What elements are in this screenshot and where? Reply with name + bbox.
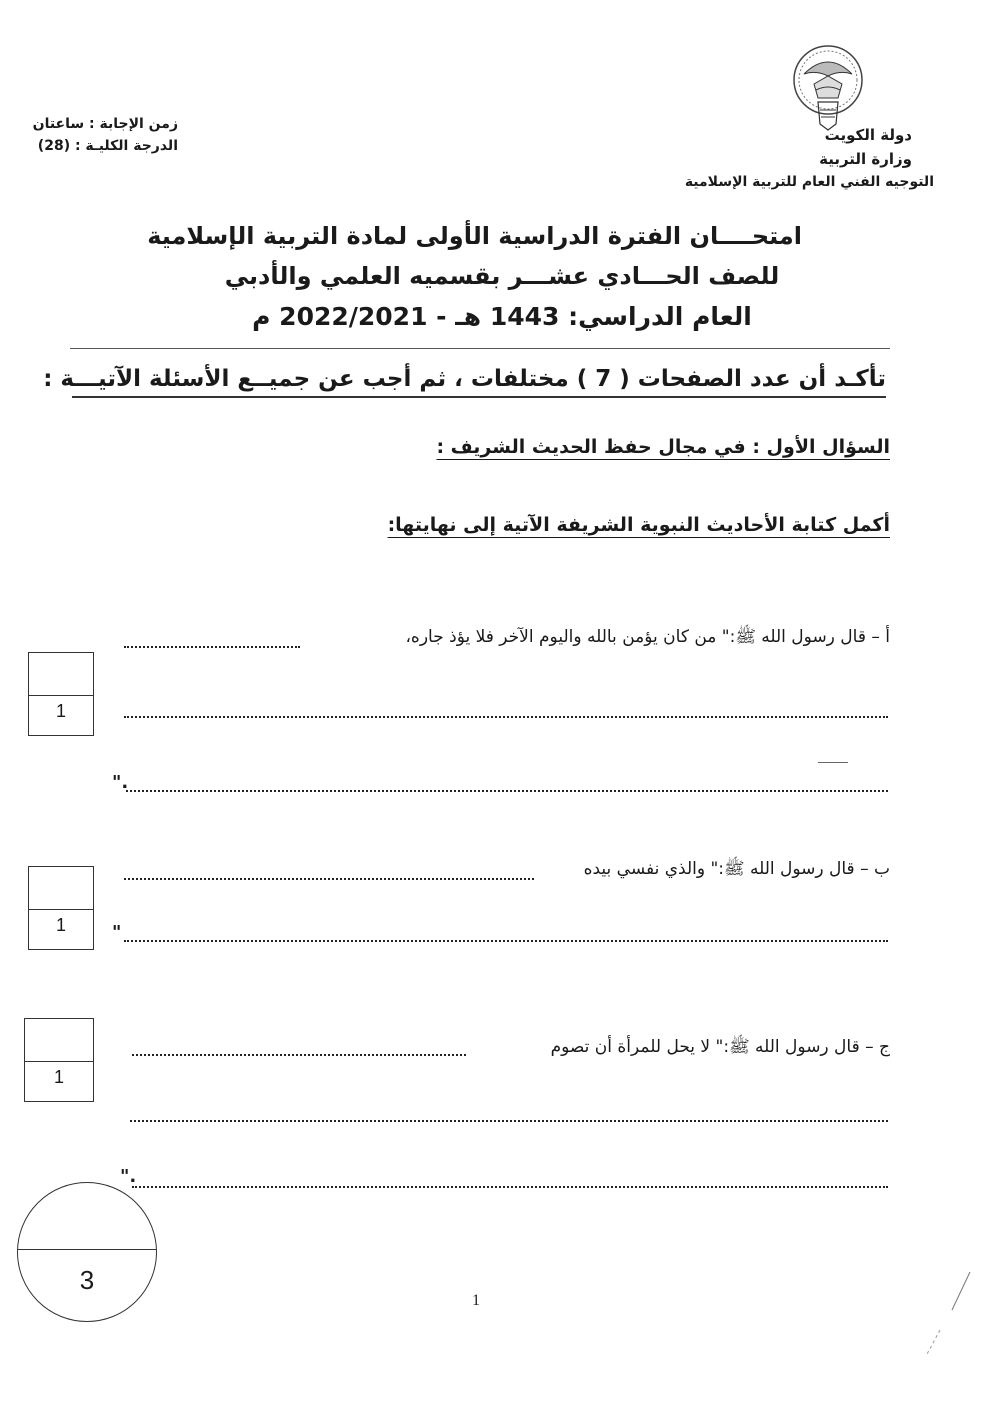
question-heading: السؤال الأول : في مجال حفظ الحديث الشريف : <box>436 436 890 458</box>
page-number: 1 <box>472 1292 480 1309</box>
question-b-answer-line-1[interactable] <box>124 878 534 880</box>
exam-title-line2: للصف الحـــادي عشـــر بقسميه العلمي والأدبي <box>224 262 780 290</box>
question-c-closing-quote: ". <box>120 1166 137 1187</box>
org-department: التوجيه الفني العام للتربية الإسلامية <box>684 174 934 190</box>
org-ministry: وزارة التربية <box>819 150 912 168</box>
org-country: دولة الكويت <box>824 126 912 144</box>
kuwait-emblem-icon <box>790 40 866 132</box>
total-score-circle <box>17 1182 157 1322</box>
total-score: 3 <box>79 1265 95 1295</box>
question-c-score: 1 <box>53 1067 64 1087</box>
question-c-score-box <box>24 1018 94 1102</box>
separator-line <box>70 348 890 349</box>
question-c-answer-line-1[interactable] <box>132 1054 466 1056</box>
question-b-text: ب – قال رسول الله ﷺ:" والذي نفسي بيده <box>583 859 890 879</box>
question-a-closing-quote: ". <box>112 772 129 793</box>
total-grade: الدرجة الكليـة : (28) <box>37 138 178 154</box>
question-c-text: ج – قال رسول الله ﷺ:" لا يحل للمرأة أن تصوم <box>550 1037 890 1057</box>
question-c-answer-line-3[interactable] <box>132 1186 888 1188</box>
question-b-score-box <box>28 866 94 950</box>
exam-title-line3: العام الدراسي: 1443 هـ - 2022/2021 م <box>252 302 752 331</box>
question-c-answer-line-2[interactable] <box>130 1120 888 1122</box>
question-b-score: 1 <box>55 915 66 935</box>
question-a-answer-line-1[interactable] <box>124 646 300 648</box>
answer-time: زمن الإجابة : ساعتان <box>32 116 178 132</box>
question-a-answer-line-2[interactable] <box>124 716 888 718</box>
instruction: تأكـد أن عدد الصفحات ( 7 ) مختلفات ، ثم أجب عن جميــع الأسئلة الآتيـــة : <box>72 366 886 398</box>
question-a-text: أ – قال رسول الله ﷺ:" من كان يؤمن بالله واليوم الآخر فلا يؤذ جاره، <box>405 627 890 647</box>
exam-title-line1: امتحــــان الفترة الدراسية الأولى لمادة التربية الإسلامية <box>147 222 802 250</box>
scan-mark-icon <box>900 1270 980 1360</box>
question-b-closing-quote: " <box>112 922 122 943</box>
stray-mark <box>818 762 848 763</box>
question-subheading: أكمل كتابة الأحاديث النبوية الشريفة الآتية إلى نهايتها: <box>387 514 890 536</box>
question-a-score-box <box>28 652 94 736</box>
question-a-answer-line-3[interactable] <box>126 790 888 792</box>
question-b-answer-line-2[interactable] <box>124 940 888 942</box>
question-a-score: 1 <box>55 701 66 721</box>
